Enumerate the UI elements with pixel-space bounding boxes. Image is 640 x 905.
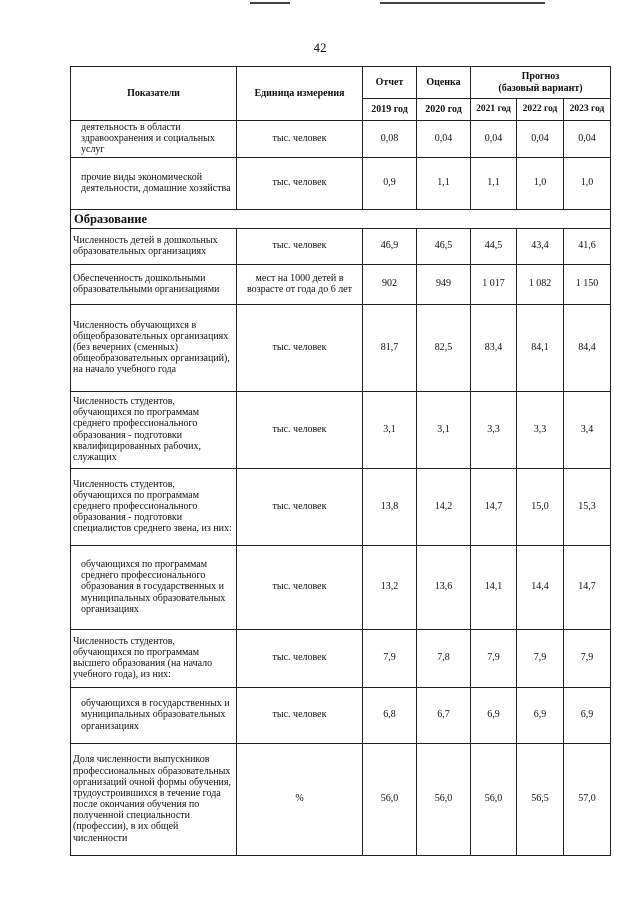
indicator-name: Численность студентов, обучающихся по программам среднего профессионального образования - подготовки специалистов среднего звена, из них: (71, 468, 237, 545)
value-cell: 15,3 (564, 468, 611, 545)
table-body (71, 121, 611, 856)
table-row (71, 228, 611, 264)
table-row (71, 687, 611, 743)
value-cell: 46,9 (363, 228, 417, 264)
value-cell: 81,7 (363, 304, 417, 391)
value-cell: 84,4 (564, 304, 611, 391)
table-row (71, 391, 611, 468)
header-year: 2021 год (471, 99, 517, 121)
indicator-name: Численность студентов, обучающихся по программам среднего профессионального образования - подготовки квалифицированных рабочих, служащих (71, 391, 237, 468)
value-cell: 0,04 (564, 121, 611, 158)
table-row (71, 264, 611, 304)
value-cell: 46,5 (417, 228, 471, 264)
table-row (71, 629, 611, 687)
top-rule-left (250, 2, 290, 4)
value-cell: 56,5 (517, 743, 564, 855)
value-cell: 14,1 (471, 545, 517, 629)
indicator-unit: мест на 1000 детей в возрасте от года до 6 лет (237, 264, 363, 304)
table-row (71, 304, 611, 391)
indicator-unit: тыс. человек (237, 468, 363, 545)
value-cell: 56,0 (417, 743, 471, 855)
indicator-name: обучающихся по программам среднего профессионального образования в государственных и муниципальных образовательных организациях (71, 545, 237, 629)
value-cell: 6,9 (564, 687, 611, 743)
value-cell: 6,7 (417, 687, 471, 743)
value-cell: 84,1 (517, 304, 564, 391)
value-cell: 1 017 (471, 264, 517, 304)
value-cell: 7,8 (417, 629, 471, 687)
value-cell: 1 082 (517, 264, 564, 304)
indicator-name: Численность студентов, обучающихся по программам высшего образования (на начало учебного года), из них: (71, 629, 237, 687)
value-cell: 0,9 (363, 157, 417, 209)
value-cell: 14,7 (564, 545, 611, 629)
value-cell: 14,4 (517, 545, 564, 629)
indicator-unit: тыс. человек (237, 157, 363, 209)
table-row (71, 157, 611, 209)
value-cell: 44,5 (471, 228, 517, 264)
value-cell: 15,0 (517, 468, 564, 545)
value-cell: 13,6 (417, 545, 471, 629)
value-cell: 6,9 (517, 687, 564, 743)
value-cell: 0,04 (517, 121, 564, 158)
value-cell: 0,08 (363, 121, 417, 158)
section-row (71, 209, 611, 228)
indicator-unit: тыс. человек (237, 121, 363, 158)
header-estimate: Оценка (417, 67, 471, 99)
header-year: 2020 год (417, 99, 471, 121)
indicator-unit: тыс. человек (237, 228, 363, 264)
value-cell: 1,1 (417, 157, 471, 209)
header-forecast: Прогноз (базовый вариант) (471, 67, 611, 99)
indicator-name: прочие виды экономической деятельности, домашние хозяйства (71, 157, 237, 209)
indicator-unit: % (237, 743, 363, 855)
value-cell: 1,0 (564, 157, 611, 209)
table-row (71, 743, 611, 855)
indicator-name: деятельность в области здравоохранения и социальных услуг (71, 121, 237, 158)
value-cell: 13,2 (363, 545, 417, 629)
value-cell: 3,1 (417, 391, 471, 468)
indicator-unit: тыс. человек (237, 391, 363, 468)
header-year: 2023 год (564, 99, 611, 121)
value-cell: 7,9 (471, 629, 517, 687)
value-cell: 1 150 (564, 264, 611, 304)
header-year: 2022 год (517, 99, 564, 121)
value-cell: 6,8 (363, 687, 417, 743)
table-row (71, 545, 611, 629)
value-cell: 43,4 (517, 228, 564, 264)
value-cell: 57,0 (564, 743, 611, 855)
header-unit: Единица измерения (237, 67, 363, 121)
value-cell: 83,4 (471, 304, 517, 391)
table-row (71, 121, 611, 158)
value-cell: 3,4 (564, 391, 611, 468)
value-cell: 7,9 (517, 629, 564, 687)
indicators-table (70, 66, 611, 856)
value-cell: 7,9 (564, 629, 611, 687)
value-cell: 13,8 (363, 468, 417, 545)
indicator-unit: тыс. человек (237, 304, 363, 391)
value-cell: 41,6 (564, 228, 611, 264)
value-cell: 949 (417, 264, 471, 304)
value-cell: 3,3 (517, 391, 564, 468)
section-title: Образование (71, 209, 611, 228)
value-cell: 1,1 (471, 157, 517, 209)
indicator-unit: тыс. человек (237, 545, 363, 629)
value-cell: 7,9 (363, 629, 417, 687)
table-row (71, 468, 611, 545)
top-rule-right (380, 2, 545, 4)
value-cell: 6,9 (471, 687, 517, 743)
value-cell: 14,7 (471, 468, 517, 545)
value-cell: 3,1 (363, 391, 417, 468)
value-cell: 14,2 (417, 468, 471, 545)
indicator-unit: тыс. человек (237, 687, 363, 743)
header-year: 2019 год (363, 99, 417, 121)
value-cell: 56,0 (471, 743, 517, 855)
value-cell: 0,04 (471, 121, 517, 158)
value-cell: 1,0 (517, 157, 564, 209)
indicator-name: Численность детей в дошкольных образовательных организациях (71, 228, 237, 264)
indicator-unit: тыс. человек (237, 629, 363, 687)
value-cell: 902 (363, 264, 417, 304)
indicator-name: Доля численности выпускников профессиональных образовательных организаций очной формы обучения, трудоустроившихся в течение года после окончания обучения по полученной специальности (профессии), в их общей численности (71, 743, 237, 855)
page-number: 42 (313, 40, 327, 55)
indicator-name: обучающихся в государственных и муниципальных образовательных организациях (71, 687, 237, 743)
value-cell: 3,3 (471, 391, 517, 468)
header-indicators: Показатели (71, 67, 237, 121)
indicator-name: Обеспеченность дошкольными образовательными организациями (71, 264, 237, 304)
indicator-name: Численность обучающихся в общеобразовательных организациях (без вечерних (сменных) общеобразовательных организаций), на начало учебного года (71, 304, 237, 391)
header-report: Отчет (363, 67, 417, 99)
value-cell: 0,04 (417, 121, 471, 158)
value-cell: 56,0 (363, 743, 417, 855)
value-cell: 82,5 (417, 304, 471, 391)
